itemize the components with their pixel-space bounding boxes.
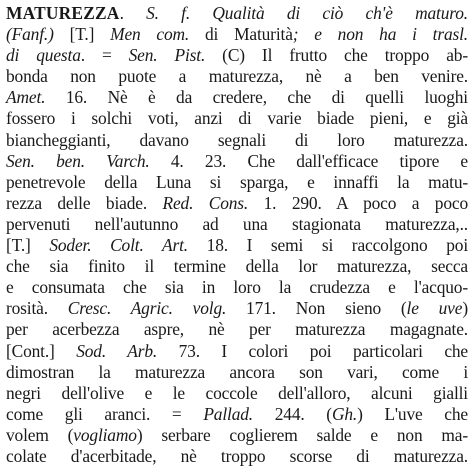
entry-line bbox=[6, 235, 468, 256]
text-run: rosità. bbox=[6, 298, 68, 319]
headword: MATUREZZA bbox=[6, 3, 120, 23]
text-run: 73. I colori poi particolari che bbox=[157, 340, 468, 361]
text-run: fossero i solchi voti, anzi di varie biade pieni, e già bbox=[6, 108, 468, 129]
dictionary-entry bbox=[6, 3, 468, 467]
text-run: [T.] bbox=[6, 235, 50, 256]
text-run: ) L'uve che bbox=[357, 403, 468, 424]
source-citation: Red. Cons. bbox=[162, 192, 249, 213]
text-run: e consumata che sia in loro la crudezza e l'acquo- bbox=[6, 277, 468, 298]
entry-line bbox=[6, 24, 468, 45]
source-citation: Amet. bbox=[6, 87, 46, 108]
entry-line bbox=[6, 383, 468, 404]
italic-run: di questa bbox=[6, 45, 81, 66]
entry-line bbox=[6, 404, 468, 425]
italic-run: Men com. bbox=[110, 24, 190, 45]
entry-line bbox=[6, 446, 468, 467]
entry-line bbox=[6, 45, 468, 66]
text-run: 18. I semi si raccolgono poi bbox=[187, 235, 468, 256]
text-run: per acerbezza aspre, nè per maturezza magagnate. bbox=[6, 319, 468, 340]
entry-line bbox=[6, 341, 468, 362]
source-citation: Sen. ben. Varch. bbox=[6, 150, 150, 171]
text-run: ) bbox=[462, 298, 468, 319]
text-run: ) serbare coglierem salde e non ma- bbox=[136, 424, 469, 445]
text-run: . = bbox=[80, 45, 129, 66]
text-run: . bbox=[119, 3, 147, 23]
source-citation: Sod. Arb. bbox=[76, 340, 158, 361]
text-run: come gli aranci. = bbox=[6, 403, 204, 424]
italic-run: le uve bbox=[406, 298, 463, 319]
entry-line bbox=[6, 172, 468, 193]
entry-line bbox=[6, 3, 468, 24]
source-citation: Soder. Colt. Art. bbox=[49, 235, 188, 256]
entry-line bbox=[6, 108, 468, 129]
entry-line bbox=[6, 298, 468, 319]
text-run: bonda non puote a maturezza, nè a ben venire. bbox=[6, 66, 468, 87]
text-run: penetrevole della Luna si sparga, e innaffi la matu- bbox=[6, 171, 468, 192]
text-run: che sia finito il termine della lor maturezza, secca bbox=[6, 256, 468, 277]
source-citation: Sen. Pist. bbox=[128, 45, 206, 66]
text-run: colate d'acerbitade, nè troppo scorse di maturezza. bbox=[6, 445, 468, 466]
text-run: [T.] bbox=[53, 24, 111, 45]
entry-line bbox=[6, 66, 468, 87]
text-run: di Maturità bbox=[189, 24, 293, 45]
entry-line bbox=[6, 277, 468, 298]
text-run: 4. 23. Che dall'efficace tipore e bbox=[149, 150, 469, 171]
entry-line bbox=[6, 130, 468, 151]
italic-run: ; e non ha i trasl. bbox=[292, 24, 468, 45]
italic-run: vogliamo bbox=[73, 424, 137, 445]
entry-line bbox=[6, 151, 468, 172]
entry-line bbox=[6, 193, 468, 214]
text-run: 16. Nè è da credere, che di quelli luoghi bbox=[45, 87, 468, 108]
text-run: dimostran la maturezza ancora son vari, come i bbox=[6, 361, 468, 382]
italic-run: Gh. bbox=[331, 403, 358, 424]
entry-line bbox=[6, 362, 468, 383]
part-of-speech-definition: S. f. Qualità di ciò ch'è maturo. bbox=[146, 3, 468, 23]
entry-line bbox=[6, 87, 468, 108]
source-citation: Pallad. bbox=[203, 403, 253, 424]
text-run: 171. Non sieno ( bbox=[226, 298, 407, 319]
source-citation: (Fanf.) bbox=[6, 24, 54, 45]
text-run: volem ( bbox=[6, 424, 74, 445]
text-run: (C) Il frutto che troppo ab- bbox=[205, 45, 468, 66]
entry-line bbox=[6, 256, 468, 277]
text-run: negri dell'olive e le coccole dell'alloro, alcuni gialli bbox=[6, 382, 468, 403]
text-run: 244. ( bbox=[253, 403, 332, 424]
text-run: biancheggianti, davano segnali di loro maturezza. bbox=[6, 129, 468, 150]
source-citation: Cresc. Agric. volg. bbox=[67, 298, 227, 319]
entry-line bbox=[6, 319, 468, 340]
entry-line bbox=[6, 425, 468, 446]
text-run: rezza delle biade. bbox=[6, 192, 163, 213]
text-run: pervenuti nell'autunno ad una stagionata maturezza,.. bbox=[6, 213, 468, 234]
text-run: [Cont.] bbox=[6, 340, 77, 361]
entry-line bbox=[6, 214, 468, 235]
text-run: 1. 290. A poco a poco bbox=[248, 192, 469, 213]
